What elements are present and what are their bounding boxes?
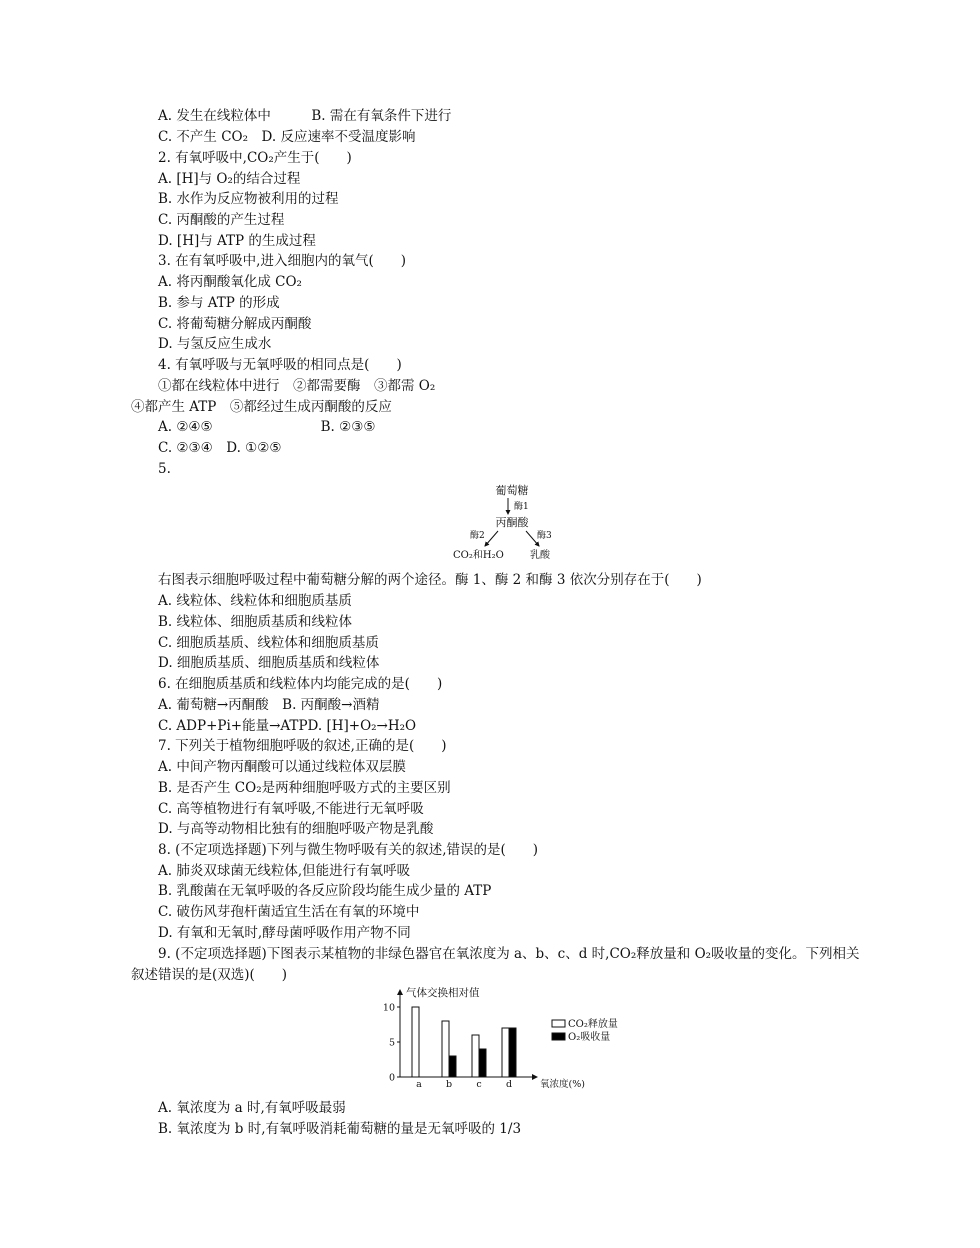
q5-option-a: A. 线粒体、线粒体和细胞质基质 bbox=[158, 593, 352, 609]
q5-stem: 右图表示细胞呼吸过程中葡萄糖分解的两个途径。酶 1、酶 2 和酶 3 依次分别存在于( ) bbox=[158, 572, 702, 588]
q3-option-c: C. 将葡萄糖分解成丙酮酸 bbox=[158, 316, 312, 332]
x-tick-label: c bbox=[476, 1079, 482, 1090]
enzyme3-label: 酶3 bbox=[537, 531, 552, 541]
q1-options-ab: A. 发生在线粒体中 B. 需在有氧条件下进行 bbox=[158, 108, 452, 124]
q3-option-d: D. 与氢反应生成水 bbox=[158, 336, 272, 352]
product-left-label: CO₂和H₂O bbox=[453, 550, 504, 561]
x-tick-label: d bbox=[505, 1079, 513, 1090]
q3-option-b: B. 参与 ATP 的形成 bbox=[158, 295, 280, 311]
q3-stem: 3. 在有氧呼吸中,进入细胞内的氧气( ) bbox=[158, 253, 406, 269]
x-axis-label: 氧浓度(%) bbox=[540, 1079, 585, 1090]
bar-c-o2 bbox=[479, 1049, 486, 1077]
q5-option-b: B. 线粒体、细胞质基质和线粒体 bbox=[158, 614, 353, 630]
q5-number: 5. bbox=[158, 461, 171, 477]
q6-options-cd: C. ADP+Pi+能量→ATPD. [H]+O₂→H₂O bbox=[158, 718, 417, 734]
enzyme2-label: 酶2 bbox=[470, 531, 485, 541]
glucose-label: 葡萄糖 bbox=[495, 484, 529, 497]
legend-swatch-o2 bbox=[552, 1033, 565, 1040]
chart-legend bbox=[552, 1017, 618, 1043]
q7-stem: 7. 下列关于植物细胞呼吸的叙述,正确的是( ) bbox=[158, 738, 447, 754]
bar-b-co2 bbox=[442, 1021, 449, 1077]
q3-option-a: A. 将丙酮酸氧化成 CO₂ bbox=[158, 274, 302, 290]
q8-option-d: D. 有氧和无氧时,酵母菌呼吸作用产物不同 bbox=[158, 925, 411, 941]
y-tick-label: 10 bbox=[382, 1002, 395, 1014]
q7-option-b: B. 是否产生 CO₂是两种细胞呼吸方式的主要区别 bbox=[158, 780, 451, 796]
bar-c-co2 bbox=[472, 1035, 479, 1077]
arrow-enzyme2 bbox=[485, 531, 498, 546]
x-tick-label: a bbox=[416, 1079, 422, 1090]
y-tick-label: 5 bbox=[388, 1037, 395, 1049]
enzyme1-label: 酶1 bbox=[514, 502, 529, 512]
q4-options-cd: C. ②③④ D. ①②⑤ bbox=[158, 440, 282, 456]
x-axis-arrow bbox=[532, 1074, 538, 1080]
chart-bars bbox=[412, 1007, 516, 1077]
q2-option-d: D. [H]与 ATP 的生成过程 bbox=[158, 233, 316, 249]
q4-statements-1: ①都在线粒体中进行 ②都需要酶 ③都需 O₂ bbox=[158, 378, 436, 394]
q6-stem: 6. 在细胞质基质和线粒体内均能完成的是( ) bbox=[158, 676, 443, 692]
q5-option-d: D. 细胞质基质、细胞质基质和线粒体 bbox=[158, 655, 380, 671]
q9-stem-2: 叙述错误的是(双选)( ) bbox=[131, 967, 288, 983]
legend-label-co2: CO₂释放量 bbox=[568, 1019, 618, 1030]
product-right-label: 乳酸 bbox=[530, 550, 550, 561]
q9-option-b: B. 氧浓度为 b 时,有氧呼吸消耗葡萄糖的量是无氧呼吸的 1/3 bbox=[158, 1121, 522, 1137]
q6-options-ab: A. 葡萄糖→丙酮酸 B. 丙酮酸→酒精 bbox=[158, 697, 380, 713]
pyruvate-label: 丙酮酸 bbox=[495, 516, 529, 529]
y-axis-label: 气体交换相对值 bbox=[406, 987, 480, 999]
q1-options-cd: C. 不产生 CO₂ D. 反应速率不受温度影响 bbox=[158, 129, 416, 145]
q2-option-b: B. 水作为反应物被利用的过程 bbox=[158, 191, 339, 207]
q5-option-c: C. 细胞质基质、线粒体和细胞质基质 bbox=[158, 635, 379, 651]
q8-option-c: C. 破伤风芽孢杆菌适宜生活在有氧的环境中 bbox=[158, 904, 420, 920]
gas-exchange-bar-chart bbox=[372, 985, 642, 1097]
q9-option-a: A. 氧浓度为 a 时,有氧呼吸最弱 bbox=[158, 1100, 346, 1116]
q7-option-a: A. 中间产物丙酮酸可以通过线粒体双层膜 bbox=[158, 759, 406, 775]
bar-d-co2 bbox=[502, 1028, 509, 1077]
q7-option-c: C. 高等植物进行有氧呼吸,不能进行无氧呼吸 bbox=[158, 801, 424, 817]
q4-options-ab: A. ②④⑤ B. ②③⑤ bbox=[158, 419, 376, 435]
bar-b-o2 bbox=[449, 1056, 456, 1077]
y-axis-arrow bbox=[397, 989, 403, 995]
q8-stem: 8. (不定项选择题)下列与微生物呼吸有关的叙述,错误的是( ) bbox=[158, 842, 539, 858]
x-tick-label: b bbox=[445, 1079, 453, 1090]
q2-option-a: A. [H]与 O₂的结合过程 bbox=[158, 171, 301, 187]
glucose-pathway-diagram bbox=[450, 480, 560, 564]
bar-a-co2 bbox=[412, 1007, 419, 1077]
q2-option-c: C. 丙酮酸的产生过程 bbox=[158, 212, 285, 228]
q2-stem: 2. 有氧呼吸中,CO₂产生于( ) bbox=[158, 150, 352, 166]
bar-d-o2 bbox=[509, 1028, 516, 1077]
q4-stem: 4. 有氧呼吸与无氧呼吸的相同点是( ) bbox=[158, 357, 402, 373]
q8-option-b: B. 乳酸菌在无氧呼吸的各反应阶段均能生成少量的 ATP bbox=[158, 883, 492, 899]
q8-option-a: A. 肺炎双球菌无线粒体,但能进行有氧呼吸 bbox=[158, 863, 411, 879]
y-tick-label: 0 bbox=[388, 1072, 395, 1084]
q4-statements-2: ④都产生 ATP ⑤都经过生成丙酮酸的反应 bbox=[131, 399, 392, 415]
legend-swatch-co2 bbox=[552, 1020, 565, 1027]
q7-option-d: D. 与高等动物相比独有的细胞呼吸产物是乳酸 bbox=[158, 821, 434, 837]
legend-label-o2: O₂吸收量 bbox=[568, 1032, 611, 1043]
q9-stem-1: 9. (不定项选择题)下图表示某植物的非绿色器官在氧浓度为 a、b、c、d 时,CO₂释放量和 O₂吸收量的变化。下列相关 bbox=[158, 946, 860, 962]
